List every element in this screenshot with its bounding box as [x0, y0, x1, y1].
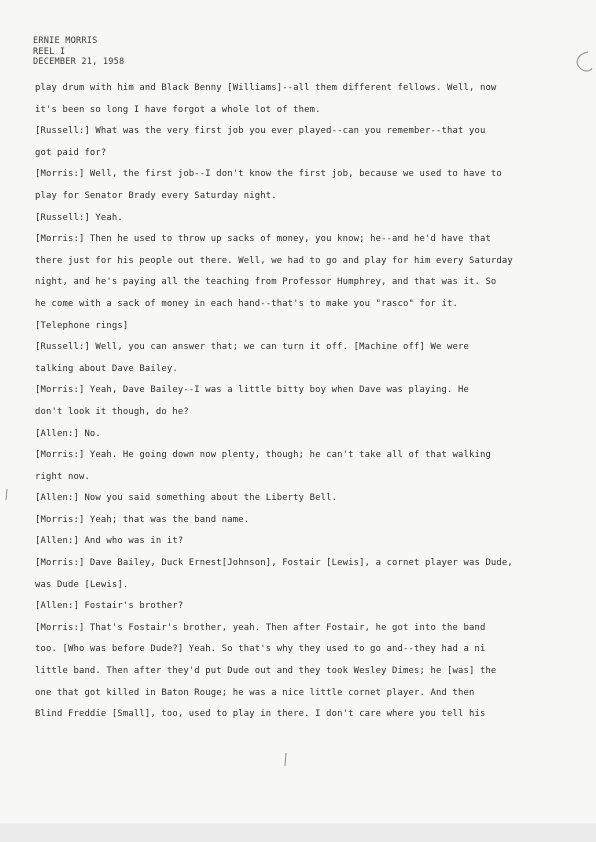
transcript-line: night, and he's paying all the teaching from Professor Humphrey, and that was it. So — [35, 277, 497, 288]
transcript-line: [Morris:] Then he used to throw up sacks of money, you know; he--and he'd have that — [35, 234, 491, 245]
pen-stroke-mark — [283, 752, 289, 768]
transcript-line: [Russell:] What was the very first job you ever played--can you remember--that you — [35, 126, 486, 137]
transcript-line: play for Senator Brady every Saturday night. — [35, 190, 277, 201]
transcript-line: play drum with him and Black Benny [Williams]--all them different fellows. Well, now — [35, 83, 497, 93]
transcript-line: little band. Then after they'd put Dude out and they took Wesley Dimes; he [was] the — [35, 666, 497, 677]
transcript-line: [Allen:] Now you said something about the Liberty Bell. — [35, 493, 338, 504]
transcript-line: it's been so long I have forgot a whole lot of them. — [35, 104, 321, 115]
transcript-line: [Allen:] Fostair's brother? — [35, 601, 184, 612]
transcript-line: don't look it though, do he? — [35, 406, 189, 417]
header-date: DECEMBER 21, 1958 — [33, 57, 125, 67]
transcript-body — [35, 78, 555, 726]
scan-bottom-edge — [0, 823, 596, 842]
transcript-line: [Allen:] No. — [35, 428, 101, 439]
transcript-line: right now. — [35, 471, 90, 482]
transcript-line: [Morris:] Yeah; that was the band name. — [35, 514, 250, 525]
header-reel: REEL I — [33, 46, 66, 57]
transcript-line: [Morris:] Yeah, Dave Bailey--I was a little bitty boy when Dave was playing. He — [35, 385, 469, 396]
transcript-line: [Telephone rings] — [35, 320, 129, 331]
transcript-line: he come with a sack of money in each hand--that's to make you "rasco" for it. — [35, 298, 458, 309]
page-header — [33, 36, 124, 68]
transcript-line: [Morris:] That's Fostair's brother, yeah. Then after Fostair, he got into the band — [35, 622, 486, 633]
transcript-line: Blind Freddie [Small], too, used to play in there. I don't care where you tell his — [35, 709, 486, 720]
header-name: ERNIE MORRIS — [33, 36, 98, 46]
corner-pen-mark — [568, 48, 594, 78]
transcript-line: [Morris:] Yeah. He going down now plenty, though; he can't take all of that walking — [35, 450, 491, 461]
transcript-line: was Dude [Lewis]. — [35, 579, 129, 590]
transcript-line: talking about Dave Bailey. — [35, 363, 178, 374]
transcript-line: [Morris:] Well, the first job--I don't know the first job, because we used to have to — [35, 169, 502, 180]
transcript-line: one that got killed in Baton Rouge; he was a nice little cornet player. And then — [35, 687, 475, 698]
margin-mark — [3, 488, 11, 502]
transcript-line: [Russell:] Yeah. — [35, 212, 123, 223]
transcript-line: there just for his people out there. Well, we had to go and play for him every Saturday — [35, 255, 513, 266]
transcript-line: too. [Who was before Dude?] Yeah. So that's why they used to go and--they had a ni — [35, 644, 486, 655]
transcript-line: [Morris:] Dave Bailey, Duck Ernest[Johnson], Fostair [Lewis], a cornet player was Dude, — [35, 558, 513, 569]
transcript-line: [Allen:] And who was in it? — [35, 536, 184, 547]
transcript-line: [Russell:] Well, you can answer that; we can turn it off. [Machine off] We were — [35, 342, 469, 353]
transcript-line: got paid for? — [35, 147, 107, 158]
